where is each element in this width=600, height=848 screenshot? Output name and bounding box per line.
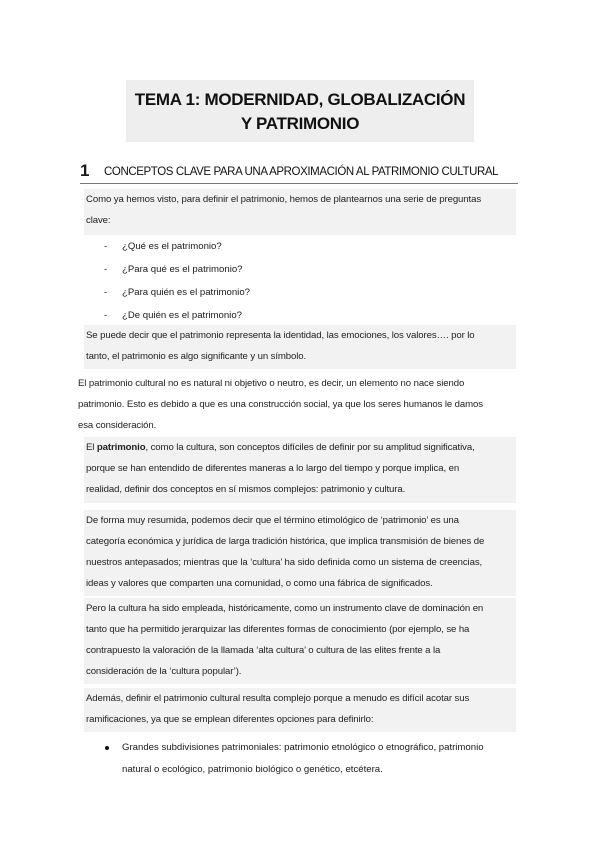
paragraph-line: De forma muy resumida, podemos decir que el término etimológico de ‘patrimonio’ es una bbox=[86, 515, 459, 526]
paragraph-line: El patrimonio cultural no es natural ni objetivo o neutro, es decir, un elemento no nace siendo bbox=[78, 378, 465, 389]
intro-paragraph bbox=[84, 189, 516, 235]
paragraph-line: porque se han entendido de diferentes maneras a lo largo del tiempo y porque implica, en bbox=[86, 463, 460, 474]
paragraph-line: Además, definir el patrimonio cultural resulta complejo porque a menudo es difícil acotar sus bbox=[86, 693, 470, 704]
bullet-item-line-1: Grandes subdivisiones patrimoniales: patrimonio etnológico o etnográfico, patrimonio bbox=[122, 742, 484, 753]
paragraph-identity bbox=[84, 325, 516, 369]
section-heading bbox=[80, 161, 518, 184]
list-marker: - bbox=[104, 310, 108, 321]
paragraph-line: tanto, el patrimonio es algo significante y un símbolo. bbox=[86, 351, 307, 362]
paragraph-line: Pero la cultura ha sido empleada, históricamente, como un instrumento clave de dominación en bbox=[86, 603, 484, 614]
paragraph-line: patrimonio. Esto es debido a que es una construcción social, ya que los seres humanos le damos bbox=[78, 399, 483, 410]
list-item-question-1: ¿Qué es el patrimonio? bbox=[122, 241, 222, 252]
list-item-question-2: ¿Para qué es el patrimonio? bbox=[122, 264, 243, 275]
page-title-line-2: Y PATRIMONIO bbox=[240, 114, 360, 133]
intro-line-1: Como ya hemos visto, para definir el patrimonio, hemos de plantearnos una serie de preguntas bbox=[86, 194, 482, 205]
paragraph-social-construction bbox=[78, 373, 520, 436]
text-rest: , como la cultura, son conceptos difíciles de definir por su amplitud significativa, bbox=[145, 442, 475, 453]
intro-line-2: clave: bbox=[86, 215, 111, 226]
paragraph-etymology bbox=[84, 510, 516, 596]
list-marker: - bbox=[104, 287, 108, 298]
list-marker: - bbox=[104, 241, 108, 252]
paragraph-line: nuestros antepasados; mientras que la ‘cultura’ ha sido definida como un sistema de creencias, bbox=[86, 557, 483, 568]
paragraph-line bbox=[84, 437, 516, 458]
list-item-question-4: ¿De quién es el patrimonio? bbox=[122, 310, 242, 321]
paragraph-line: tanto que ha permitido jerarquizar las diferentes formas de conocimiento (por ejemplo, se ha bbox=[86, 624, 470, 635]
paragraph-line: consideración de la ‘cultura popular’). bbox=[86, 666, 242, 677]
bullet-item-line-2: natural o ecológico, patrimonio biológico o genético, etcétera. bbox=[122, 764, 383, 775]
paragraph-ramifications bbox=[84, 688, 516, 732]
paragraph-line: ramificaciones, ya que se emplean diferentes opciones para definirlo: bbox=[86, 714, 374, 725]
page-title-line-1: TEMA 1: MODERNIDAD, GLOBALIZACIÓN bbox=[134, 90, 466, 109]
section-title: CONCEPTOS CLAVE PARA UNA APROXIMACIÓN AL PATRIMONIO CULTURAL bbox=[104, 166, 499, 178]
paragraph-line: esa consideración. bbox=[78, 420, 157, 431]
title-box bbox=[126, 80, 474, 142]
bold-term: patrimonio bbox=[96, 442, 146, 453]
paragraph-domination bbox=[84, 598, 516, 684]
paragraph-line: realidad, definir dos conceptos en sí mismos complejos: patrimonio y cultura. bbox=[86, 484, 406, 495]
paragraph-line: categoría económica y jurídica de larga tradición histórica, que implica transmisión de bienes de bbox=[86, 536, 485, 547]
paragraph-line: ideas y valores que comparten una comunidad, o como una fábrica de significados. bbox=[86, 578, 433, 589]
list-item-question-3: ¿Para quién es el patrimonio? bbox=[122, 287, 250, 298]
list-marker: - bbox=[104, 264, 108, 275]
paragraph-line: contrapuesto la valoración de la llamada ‘alta cultura’ o cultura de las elites frente a la bbox=[86, 645, 441, 656]
bullet-dot-icon bbox=[105, 746, 109, 750]
text-prefix: El bbox=[86, 442, 97, 453]
section-number: 1 bbox=[80, 161, 90, 180]
paragraph-patrimonio-definition bbox=[84, 437, 516, 503]
paragraph-line: Se puede decir que el patrimonio representa la identidad, las emociones, los valores…. por lo bbox=[86, 330, 475, 341]
